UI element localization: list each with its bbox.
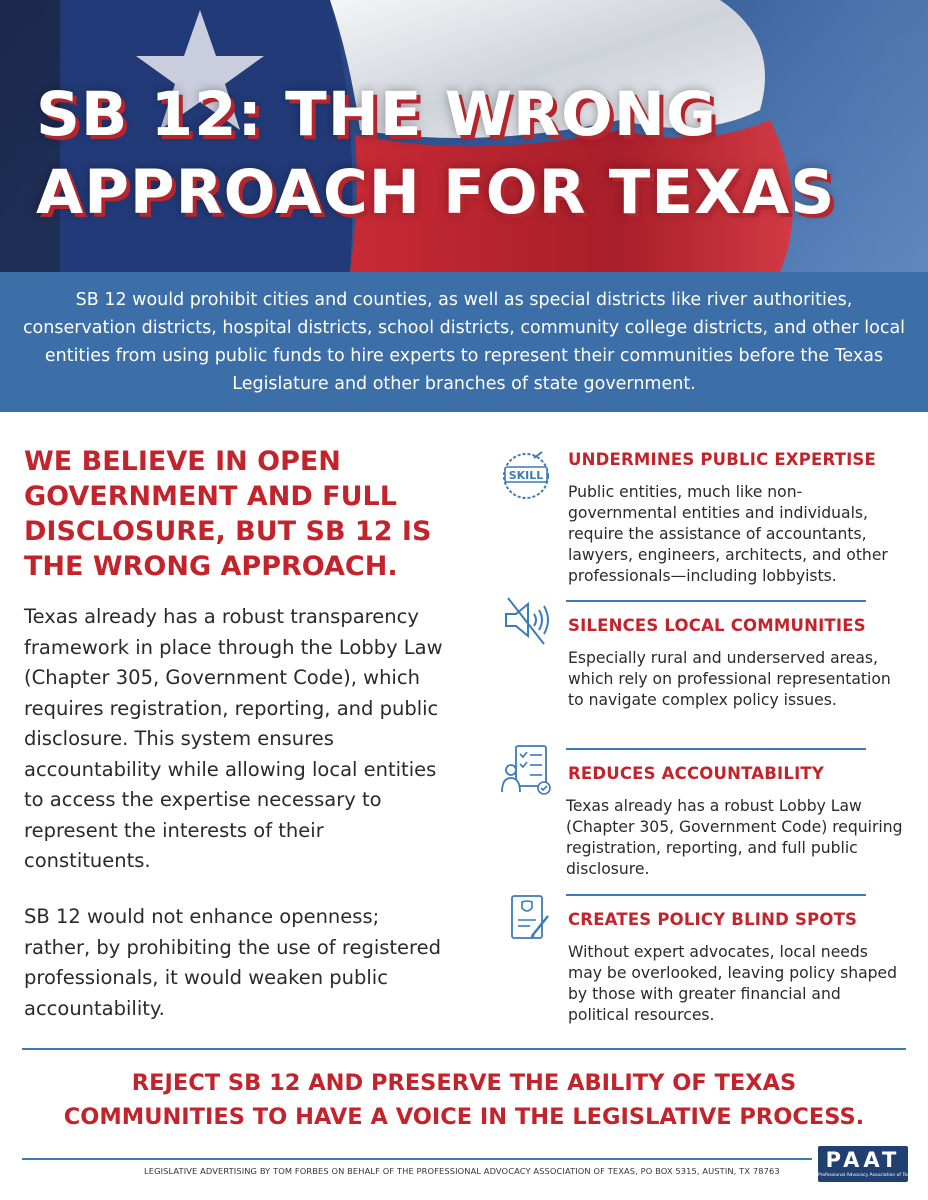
cta-line-1: REJECT SB 12 AND PRESERVE THE ABILITY OF TEXAS <box>131 1070 797 1096</box>
muted-speaker-icon <box>500 594 556 646</box>
point-text: Texas already has a robust Lobby Law (Chapter 305, Government Code) requiring registration, reporting, and full public disclosure. <box>566 797 903 878</box>
point-text: Especially rural and underserved areas, which rely on professional representation to navigate complex policy issues. <box>568 649 891 709</box>
divider <box>566 894 866 896</box>
skill-icon-label: SKILL <box>508 469 544 482</box>
body-paragraph-2: SB 12 would not enhance openness; rather, by prohibiting the use of registered professionals, it would weaken public accountability. <box>24 905 442 1020</box>
point-heading: REDUCES ACCOUNTABILITY <box>568 764 825 783</box>
paat-logo <box>818 1146 915 1182</box>
point-text: Without expert advocates, local needs may be overlooked, leaving policy shaped by those with greater financial and political resources. <box>568 943 898 1024</box>
page-title <box>36 76 916 232</box>
logo-full-name: Professional Advocacy Association of Texas <box>818 1173 915 1178</box>
point-heading: UNDERMINES PUBLIC EXPERTISE <box>568 450 876 469</box>
section-divider <box>22 1048 906 1050</box>
checklist-person-icon <box>500 744 556 796</box>
point-heading: CREATES POLICY BLIND SPOTS <box>568 910 858 929</box>
title-line-1: SB 12: THE WRONG <box>36 79 717 150</box>
call-to-action <box>0 1066 928 1134</box>
document-pen-icon <box>500 892 556 944</box>
cta-line-2: COMMUNITIES TO HAVE A VOICE IN THE LEGISLATIVE PROCESS. <box>63 1104 865 1130</box>
hero-banner <box>0 0 928 272</box>
point-heading: SILENCES LOCAL COMMUNITIES <box>568 616 866 635</box>
skill-gauge-icon <box>500 450 556 502</box>
legal-disclaimer: LEGISLATIVE ADVERTISING BY TOM FORBES ON BEHALF OF THE PROFESSIONAL ADVOCACY ASSOCIATION OF TEXAS, PO BOX 5315, AUSTIN, TX 78763 <box>144 1166 780 1176</box>
divider <box>566 600 866 602</box>
divider <box>566 748 866 750</box>
footer-divider <box>22 1158 812 1160</box>
logo-abbreviation: PAAT <box>825 1148 901 1172</box>
point-text: Public entities, much like non-governmental entities and individuals, require the assistance of accountants, lawyers, engineers, architects, and other professionals—including lobbyists. <box>568 483 888 585</box>
left-column <box>24 444 444 1020</box>
body-paragraph-1: Texas already has a robust transparency framework in place through the Lobby Law (Chapter 305, Government Code), which requires registration, reporting, and public disclosure. This system ensures accountability while allowing local entities to access the expertise necessary to represent the interests of their constituents. <box>24 605 443 872</box>
title-line-2: APPROACH FOR TEXAS <box>36 157 836 228</box>
belief-heading: WE BELIEVE IN OPEN GOVERNMENT AND FULL DISCLOSURE, BUT SB 12 IS THE WRONG APPROACH. <box>24 446 432 582</box>
summary-band: SB 12 would prohibit cities and counties, as well as special districts like river authorities, conservation districts, hospital districts, school districts, community college districts, and other local entities from using public funds to hire experts to represent their communities before the Texas Legislature and other branches of state government. <box>0 272 928 412</box>
